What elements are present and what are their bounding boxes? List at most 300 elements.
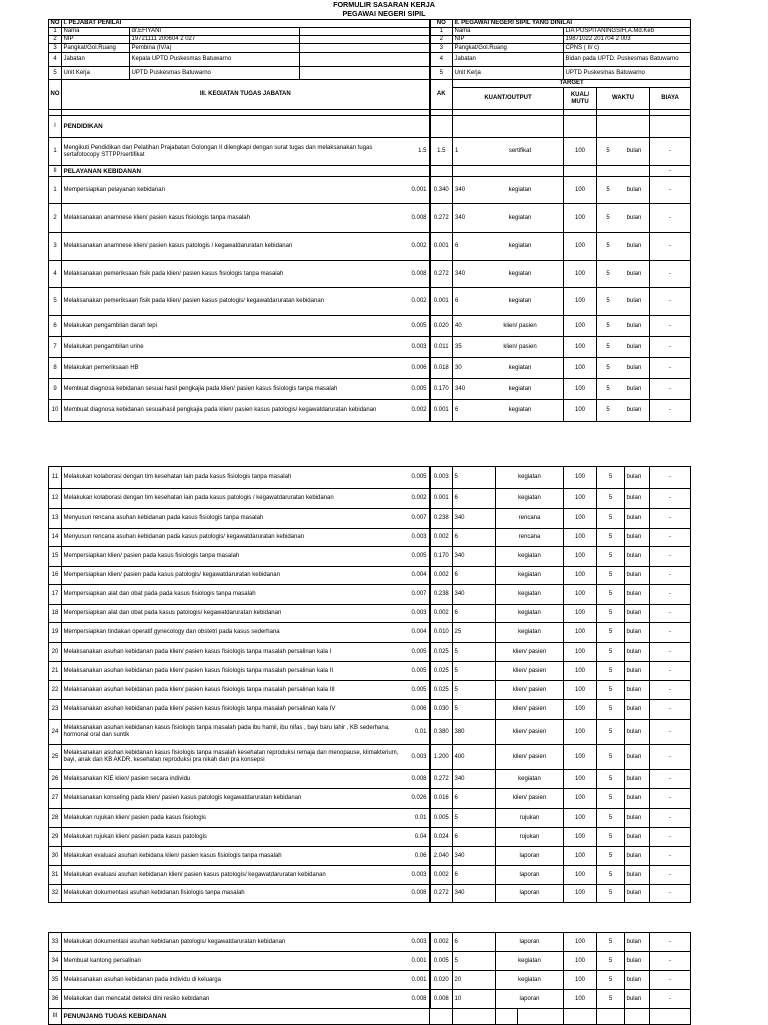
output-unit: kegiatan [508,407,532,413]
activity-row [49,204,691,233]
activity-cell [62,681,430,700]
mutu-value: 100 [564,547,597,567]
activity-name: Melaksanakan asuhan kebidanan pada klien/ pasien kasus fisiologis tanpa masalah persalinan kala II [63,667,334,674]
output-unit: kegiatan [496,489,564,509]
activity-cell [62,809,430,828]
activity-row [49,745,691,770]
kuant-value: 5 [453,700,496,720]
activity-row [49,138,691,166]
ak-value: 0.005 [411,686,427,693]
activity-no: 34 [49,952,62,971]
activity-cell [62,177,430,204]
pejabat-no: 5 [49,67,62,80]
waktu-unit: bulan [625,643,650,662]
waktu-unit: bulan [625,770,650,789]
ak-total: 0.340 [430,177,453,204]
ak-total: 0.025 [430,643,453,662]
mutu-value: 100 [564,509,597,529]
waktu-unit: bulan [625,623,650,643]
waktu-unit: bulan [626,364,642,371]
mutu-value: 100 [564,681,597,700]
activity-row [49,400,691,422]
waktu-value: 5 [606,214,610,221]
waktu-value: 5 [597,789,625,809]
mutu-value: 100 [564,643,597,662]
biaya-value: - [650,789,691,809]
activity-name: Melakukan kolaborasi dengan tim kesehatan lain pada kasus fisiologis tanpa masalah [63,474,292,480]
kuant-value: 5 [453,662,496,681]
waktu-cell [597,379,650,400]
activity-row [49,379,691,400]
activity-name: Melaksanakan pemeriksaan fisik pada klien/ pasien kasus fisiologis tanpa masalah [63,270,284,277]
activity-row [49,828,691,847]
output-unit: kegiatan [508,364,532,371]
output-unit: laporan [496,885,564,903]
output-unit: kegiatan [496,467,564,489]
ak-total: 0.010 [430,623,453,643]
activity-row [49,809,691,828]
waktu-value: 5 [606,322,610,329]
waktu-value: 5 [597,990,625,1009]
mutu-value: 100 [564,662,597,681]
activity-name: Membuat diagnosa kebidanan sesuai hasil pengkajia pada klien/ pasien kasus fisiologis tanpa masalah [63,385,338,392]
mutu-value: 100 [564,933,597,952]
pejabat-no-header: NO [50,20,60,26]
ak-total: 0.002 [430,605,453,623]
ak-total: 0.001 [430,400,453,422]
mutu-value: 100 [564,337,597,358]
output-unit: rujukan [496,809,564,828]
output-unit: kegiatan [496,952,564,971]
mutu-value: 100 [564,866,597,885]
ak-value: 0.002 [411,495,427,501]
biaya-value: - [650,547,691,567]
biaya-value: - [650,866,691,885]
waktu-unit: bulan [625,489,650,509]
target-header-row [49,80,691,88]
output-unit: klien/ pasien [503,343,537,350]
mutu-value: 100 [564,990,597,1009]
activity-row [49,770,691,789]
ak-value: 0.006 [411,364,427,371]
activity-no: 28 [49,809,62,828]
pejabat-label: Pangkat/Gol.Ruang [62,44,130,53]
kuant-cell [453,261,564,288]
ak-total: 0.272 [430,204,453,233]
biaya-value: - [650,933,691,952]
waktu-unit: bulan [625,809,650,828]
ak-value: 0.003 [411,871,427,878]
kuant-cell [453,337,564,358]
ak-value: 0.003 [411,938,427,945]
activity-cell [62,138,430,166]
activity-row [49,662,691,681]
biaya-value: - [650,770,691,789]
output-unit: klien/ pasien [496,720,564,745]
kuant-value: 5 [453,467,496,489]
activity-cell [62,288,430,316]
waktu-unit: bulan [625,662,650,681]
section-no: II [49,166,62,177]
activity-row [49,567,691,585]
waktu-unit: bulan [625,866,650,885]
biaya-value: - [650,288,691,316]
pejabat-blank [300,36,430,44]
ak-value: 0.04 [414,833,427,840]
kual-mutu-header: KUAL/ MUTU [564,88,597,110]
waktu-value: 5 [597,489,625,509]
activity-no: 25 [49,745,62,770]
ak-value: 0.002 [411,243,427,249]
biaya-value: - [650,662,691,681]
output-unit: klien/ pasien [496,700,564,720]
ak-total: 0.002 [430,529,453,547]
pejabat-no: 1 [49,28,62,36]
waktu-value: 5 [606,343,610,350]
pegawai-label: Nama [453,28,564,36]
mutu-value: 100 [564,138,597,166]
waktu-value: 5 [606,270,610,277]
mutu-value: 100 [564,288,597,316]
pejabat-label: Jabatan [62,53,130,67]
info-row [49,36,691,44]
activity-cell [62,866,430,885]
kuant-value: 6 [453,933,496,952]
output-unit: rencana [496,509,564,529]
activity-cell [62,358,430,379]
waktu-unit: bulan [626,186,642,193]
kuant-value: 340 [453,770,496,789]
mutu-value: 100 [564,885,597,903]
section-no: I [49,116,62,138]
mutu-value: 100 [564,358,597,379]
section-title: PENDIDIKAN [62,116,430,138]
activity-cell [62,467,430,489]
output-unit: sertifikat [508,148,532,154]
ak-total: 1.5 [430,138,453,166]
kuant-value: 25 [453,623,496,643]
activity-no: 10 [49,400,62,422]
activity-no: 33 [49,933,62,952]
kuant-value: 6 [453,567,496,585]
waktu-unit: bulan [626,343,642,350]
ak-total: 0.005 [430,809,453,828]
waktu-cell [597,288,650,316]
waktu-unit: bulan [625,971,650,990]
kuant-value: 30 [455,364,462,371]
waktu-unit: bulan [625,885,650,903]
waktu-unit: bulan [626,148,642,154]
activity-name: Melakukan dokumentasi asuhan kebidanan fisiologis tanpa masalah [63,890,245,896]
activity-name: Mempersiapkan klien/ pasien pada kasus fisiologis tanpa masalah [63,553,240,559]
activity-row [49,605,691,623]
activity-row [49,847,691,866]
output-unit: laporan [496,866,564,885]
ak-total: 0.005 [430,952,453,971]
activity-row [49,700,691,720]
activity-name: Melakukan pemeriksaan HB [63,364,139,371]
section-row-pelayanan [49,166,691,177]
output-unit: laporan [496,990,564,1009]
waktu-value: 5 [606,298,610,304]
ak-value: 0.008 [411,995,427,1002]
waktu-value: 5 [606,148,610,154]
output-unit: kegiatan [508,385,532,392]
activity-row [49,509,691,529]
mutu-value: 100 [564,467,597,489]
waktu-unit: bulan [625,547,650,567]
kuant-value: 5 [453,681,496,700]
activity-no: 14 [49,529,62,547]
pejabat-blank [300,53,430,67]
pejabat-value: 19721111 200604 2 027 [130,36,300,44]
pegawai-value: LIA PUSPITANINGSIH,A.Md.Keb [564,28,691,36]
ak-total: 0.001 [430,489,453,509]
activity-cell [62,990,430,1009]
waktu-value: 5 [597,623,625,643]
ak-total: 0.020 [430,316,453,337]
activity-no: 3 [49,233,62,261]
pegawai-no: 4 [430,53,453,67]
kuant-value: 380 [453,720,496,745]
activity-no: 8 [49,358,62,379]
pejabat-value: Kepala UPTD Puskesmas Batuwarno [130,53,300,67]
waktu-cell [597,358,650,379]
section-biaya: - [650,166,691,177]
activity-no: 15 [49,547,62,567]
waktu-value: 5 [597,700,625,720]
output-unit: kegiatan [508,298,532,304]
ak-value: 0.026 [411,795,427,801]
activity-cell [62,789,430,809]
output-unit: klien/ pasien [496,662,564,681]
mutu-value: 100 [564,952,597,971]
biaya-value: - [650,828,691,847]
activity-no: 30 [49,847,62,866]
activity-cell [62,529,430,547]
ak-value: 0.002 [411,407,427,413]
waktu-value: 5 [606,385,610,392]
waktu-value: 5 [597,605,625,623]
activity-no: 26 [49,770,62,789]
waktu-value: 5 [606,364,610,371]
activity-cell [62,745,430,770]
mutu-value: 100 [564,605,597,623]
activity-no: 35 [49,971,62,990]
waktu-value: 5 [597,847,625,866]
waktu-unit: bulan [626,407,642,413]
biaya-value: - [650,358,691,379]
ak-value: 0.008 [411,270,427,277]
activity-cell [62,585,430,605]
activity-no: 24 [49,720,62,745]
ak-value: 0.005 [411,385,427,392]
waktu-value: 5 [606,407,610,413]
mutu-value: 100 [564,623,597,643]
activity-name: Melakukan rujukan klien/ pasien pada kasus patologis [63,833,207,840]
activity-no: 27 [49,789,62,809]
activity-no: 22 [49,681,62,700]
waktu-value: 5 [597,585,625,605]
activity-no: 12 [49,489,62,509]
waktu-cell [597,138,650,166]
activity-no: 29 [49,828,62,847]
section-row-pendidikan [49,116,691,138]
activity-row [49,952,691,971]
waktu-value: 5 [597,720,625,745]
kuant-value: 340 [453,847,496,866]
activity-name: Melakukan evaluasi asuhan kebidanan klien/ pasien kasus patologis/ kegawatdaruratan kebidanan [63,871,326,878]
waktu-unit: bulan [626,243,642,249]
activity-name: Melaksanakan asuhan kebidanan kasus fisiologis tanpa masalah kesehatan reproduksi remaja dan menopause, klimakterium, bayi, anak dan KB AKDR, kesehatan reproduksi pra nikah dan pra konsepsi [63,750,399,763]
kuant-value: 1 [455,148,459,154]
output-unit: kegiatan [508,186,532,193]
kuant-value: 35 [455,343,462,350]
ak-total: 0.380 [430,720,453,745]
activity-cell [62,489,430,509]
activity-no: 36 [49,990,62,1009]
target-header: TARGET [453,80,691,88]
kuant-value: 340 [453,585,496,605]
waktu-cell [597,204,650,233]
waktu-unit: bulan [626,385,642,392]
biaya-value: - [650,720,691,745]
biaya-value: - [650,233,691,261]
form-subtitle: PEGAWAI NEGERI SIPIL [342,9,426,18]
pegawai-label: Unit Kerja [453,67,564,80]
biaya-value: - [650,605,691,623]
activity-name: Melakukan evaluasi asuhan kebidana klien/ pasien kasus fisiologis tanpa masalah [63,852,282,859]
waktu-value: 5 [606,243,610,249]
activity-row [49,789,691,809]
biaya-value: - [650,885,691,903]
activity-cell [62,643,430,662]
pejabat-no: 2 [49,36,62,44]
biaya-value: - [650,316,691,337]
activity-row [49,681,691,700]
waktu-value: 5 [597,866,625,885]
output-unit: kegiatan [496,585,564,605]
ak-value: 0.005 [411,322,427,329]
activity-name: Mempersiapkan alat dan obat pada pada kasus fisiologis tanpa masalah [63,591,256,597]
activity-name: Mengikuti Pendidikan dan Pelatihan Prajabatan Golongan II dilengkapi dengan surat tugas dan melaksanakan tugas sertafotocopy STTPP/sertifikat [63,144,373,158]
pegawai-no: 2 [430,36,453,44]
mutu-value: 100 [564,316,597,337]
activity-cell [62,567,430,585]
kuant-value: 40 [455,322,462,329]
kuant-value: 5 [453,643,496,662]
sasaran-kerja-table-page3 [48,932,691,1025]
kegiatan-no-header: NO [49,80,62,110]
biaya-value: - [650,681,691,700]
biaya-value: - [650,809,691,828]
activity-name: Menyusun rencana asuhan kebidanan pada kasus fisiologis tanpa masalah [63,515,264,521]
kuant-value: 340 [453,885,496,903]
waktu-unit: bulan [625,789,650,809]
ak-total: 0.002 [430,933,453,952]
biaya-header: BIAYA [650,88,691,110]
activity-no: 4 [49,261,62,288]
activity-cell [62,720,430,745]
mutu-value: 100 [564,177,597,204]
ak-total: 1.200 [430,745,453,770]
activity-row [49,643,691,662]
kuant-cell [453,379,564,400]
activity-row [49,288,691,316]
output-unit: kegiatan [496,547,564,567]
mutu-value: 100 [564,567,597,585]
waktu-value: 5 [597,952,625,971]
biaya-value: - [650,643,691,662]
kuant-value: 20 [453,971,496,990]
mutu-value: 100 [564,828,597,847]
pejabat-blank [300,28,430,36]
activity-row [49,358,691,379]
biaya-value: - [650,700,691,720]
waktu-value: 5 [597,745,625,770]
activity-no: 2 [49,204,62,233]
pegawai-no-header: NO [430,20,453,28]
activity-cell [62,204,430,233]
waktu-unit: bulan [625,933,650,952]
kuant-value: 6 [453,605,496,623]
activity-cell [62,605,430,623]
ak-total: 0.238 [430,509,453,529]
section-title: PENUNJANG TUGAS KEBIDANAN [62,1009,430,1025]
form-title: FORMULIR SASARAN KERJA [333,0,435,9]
ak-header: AK [430,80,453,110]
kuant-value: 6 [455,407,459,413]
activity-row [49,971,691,990]
biaya-value: - [650,567,691,585]
biaya-value: - [650,623,691,643]
output-unit: rujukan [496,828,564,847]
activity-row [49,866,691,885]
activity-cell [62,885,430,903]
ak-total: 0.024 [430,828,453,847]
kuant-value: 5 [453,952,496,971]
ak-total: 0.030 [430,700,453,720]
pejabat-label: Nama [62,28,130,36]
waktu-unit: bulan [625,952,650,971]
output-unit: klien/ pasien [496,643,564,662]
waktu-cell [597,261,650,288]
mutu-value: 100 [564,700,597,720]
kuant-value: 6 [453,866,496,885]
activity-cell [62,233,430,261]
activity-cell [62,547,430,567]
activity-cell [62,261,430,288]
output-unit: laporan [496,847,564,866]
ak-value: 0.006 [411,706,427,712]
waktu-unit: bulan [626,214,642,221]
ak-total: 2.040 [430,847,453,866]
waktu-value: 5 [597,529,625,547]
activity-no: 23 [49,700,62,720]
ak-value: 0.007 [411,591,427,597]
mutu-value: 100 [564,400,597,422]
activity-name: Melaksanakan anamnese klien/ pasien kasus fisiologis tanpa masalah [63,214,250,221]
activity-name: Mempersiapkan pelayanan kebidanan [63,186,165,193]
kuant-value: 6 [453,828,496,847]
ak-value: 0.001 [411,186,427,193]
mutu-value: 100 [564,489,597,509]
pejabat-label: NIP [62,36,130,44]
activity-no: 32 [49,885,62,903]
kuant-cell [453,358,564,379]
biaya-value: - [650,509,691,529]
activity-row [49,990,691,1009]
